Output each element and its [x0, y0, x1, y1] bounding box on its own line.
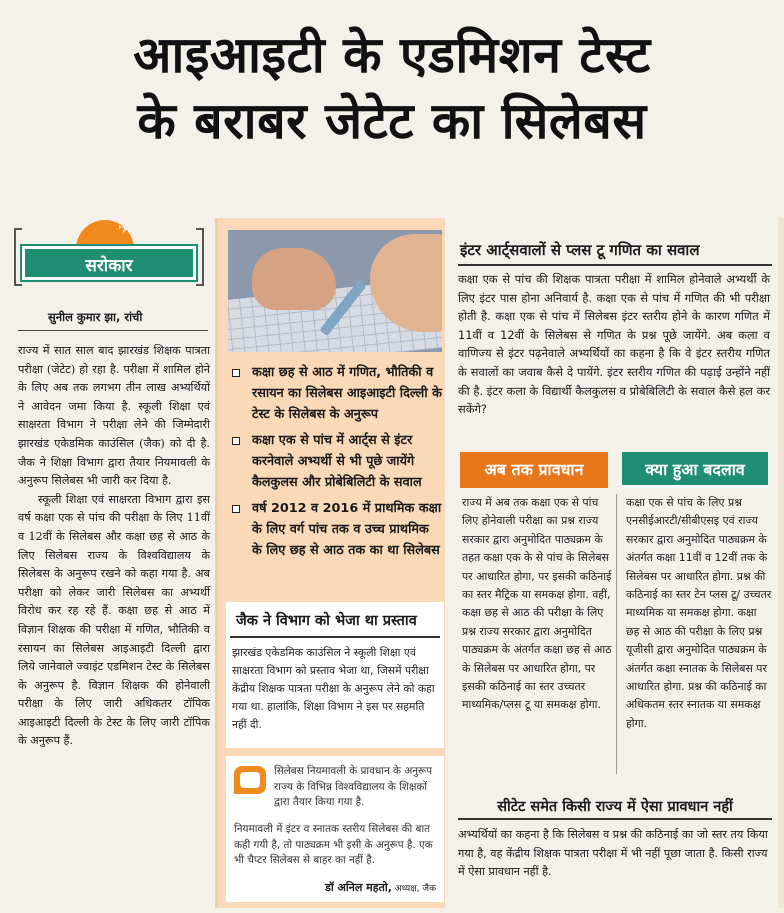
quote-box: [226, 756, 444, 902]
quote-text-part-1: सिलेबस नियमावली के प्रावधान के अनुरूप राज्य के विभिन्न विश्वविद्यालय के शिक्षकों द्वारा तैयार किया गया है.: [274, 765, 433, 809]
proposal-box: [226, 602, 444, 748]
quote-icon: [234, 766, 266, 794]
divider: [458, 264, 772, 266]
article-paragraph-1: राज्य में सात साल बाद झारखंड शिक्षक पात्रता परीक्षा (जेटेट) हो रहा है. परीक्षा में शामिल होने के लिए अब तक लगभग तीन लाख अभ्यर्थियों ने आवेदन जमा किया है. स्कूली शिक्षा एवं साक्षरता विभाग ने परीक्षा लेने की जिम्मेदारी झारखंड एकेडमिक काउंसिल (जैक) को दी है. जैक ने शिक्षा विभाग द्वारा तैयार नियमावली के अनुरूप सिलेबस भी जारी कर दिया है.: [18, 344, 210, 488]
byline: सुनील कुमार झा, रांची: [48, 310, 143, 324]
highlights-list: [228, 362, 442, 566]
proposal-title: जैक ने विभाग को भेजा था प्रस्ताव: [230, 602, 440, 638]
quote-role: अध्यक्ष, जैक: [391, 884, 436, 894]
highlight-item: वर्ष 2012 व 2016 में प्राथमिक कक्षा के लिए वर्ग पांच तक व उच्च प्राथमिक के लिए छह से आठ तक का था सिलेबस: [228, 498, 442, 561]
exam-photo: [228, 230, 442, 352]
right-column: [450, 218, 776, 908]
change-label: क्या हुआ बदलाव: [622, 452, 768, 488]
old-provision-label: अब तक प्रावधान: [460, 452, 608, 488]
left-column: [14, 218, 212, 908]
section-label: सरोकार: [22, 246, 196, 280]
section-heading: इंटर आर्ट्सवालों से प्लस टू गणित का सवाल: [460, 241, 700, 259]
quote-name: डॉ अनिल महतो,: [324, 881, 392, 894]
headline-line-2: के बराबर जेटेट का सिलेबस: [137, 92, 647, 150]
middle-column: [215, 218, 445, 908]
column-divider: [616, 494, 617, 774]
headline: [10, 22, 774, 154]
quote-text-part-2: नियमावली में इंटर व स्नातक स्तरीय सिलेबस की बात कही गयी है, तो पाठ्यक्रम भी इसी के अनुरूप है. एक भी चैप्टर सिलेबस से बाहर का नहीं है.: [234, 823, 433, 867]
section-heading-2: सीटेट समेत किसी राज्य में ऐसा प्रावधान नहीं: [497, 799, 733, 815]
page-gutter: [778, 218, 784, 908]
label-bracket-left: [14, 228, 22, 286]
section-body-2: अभ्यर्थियों का कहना है कि सिलेबस व प्रश्न की कठिनाई का जो स्तर तय किया गया है, वह केंद्रीय शिक्षक पात्रता परीक्षा में भी नहीं पूछा जाता है. किसी राज्य में ऐसा प्रावधान नहीं है.: [458, 828, 768, 879]
label-bracket-right: [196, 228, 204, 286]
headline-line-1: आइआइटी के एडमिशन टेस्ट: [133, 26, 651, 84]
highlight-item: कक्षा छह से आठ में गणित, भौतिकी व रसायन का सिलेबस आइआइटी दिल्ली के टेस्ट के सिलेबस के अनुरूप: [228, 362, 442, 425]
hand-graphic-left: [252, 248, 336, 310]
bird-icon: ✈: [118, 218, 132, 237]
proposal-text: झारखंड एकेडमिक काउंसिल ने स्कूली शिक्षा एवं साक्षरता विभाग को प्रस्ताव भेजा था, जिसमें परीक्षा केंद्रीय शिक्षक पात्रता परीक्षा के अनुरूप लेने को कहा गया था. हालांकि, शिक्षा विभाग ने इस पर सहमति नहीं दी.: [232, 646, 435, 731]
quote-attribution: [325, 880, 436, 895]
divider: [18, 330, 208, 331]
section-body: कक्षा एक से पांच की शिक्षक पात्रता परीक्षा में शामिल होनेवाले अभ्यर्थी के लिए इंटर पास होना अनिवार्य है. कक्षा एक से पांच में गणित की भी परीक्षा होती है. कक्षा एक से पांच में सिलेबस इंटर स्तरीय होने के कारण गणित में 11वीं व 12वीं के सिलेबस से गणित के प्रश्न पूछे जायेंगे. अब कला व वाणिज्य से इंटर पढ़नेवाले अभ्यर्थियों का कहना है कि वे इंटर स्तरीय गणित के सवालों का जवाब कैसे दे पायेंगे. इंटर स्तरीय गणित की पढ़ाई उन्होंने नहीं की है. इंटर कला के विद्यार्थी कैलकुलस व प्रोबेबिलिटी के सवाल कैसे हल कर सकेंगे?: [458, 272, 770, 417]
old-provision-text: राज्य में अब तक कक्षा एक से पांच लिए होनेवाली परीक्षा का प्रश्न राज्य सरकार द्वारा अनुमोदित पाठ्यक्रम के तहत कक्षा एक के से पांच के सिलेबस पर आधारित होगा, पर इसकी कठिनाई का स्तर मैट्रिक या समकक्ष होगा. वहीं, कक्षा छह से आठ की परीक्षा के लिए प्रश्न राज्य सरकार द्वारा अनुमोदित पाठ्यक्रम के अंतर्गत कक्षा छह से आठ के सिलेबस पर आधारित होगा, पर इसकी कठिनाई का स्तर उच्चतर माध्यमिक/प्लस टू या समकक्ष होगा.: [462, 496, 612, 712]
article-paragraph-2: स्कूली शिक्षा एवं साक्षरता विभाग द्वारा इस वर्ष कक्षा एक से पांच की परीक्षा के लिए 11वीं व 12वीं के सिलेबस और कक्षा छह से आठ के लिए सिलेबस राज्य के विश्वविद्यालय के सिलेबस के अनुरूप रखने को कहा गया है. अब परीक्षा को लेकर जारी सिलेबस का अभ्यर्थी विरोध कर रह रहे हैं. कक्षा छह से आठ में विज्ञान शिक्षक की परीक्षा में गणित, भौतिकी व रसायन का सिलेबस आइआइटी दिल्ली द्वारा लिये जानेवाले ज्वाइंट एडमिशन टेस्ट के सिलेबस के अनुरूप है. विज्ञान शिक्षक की होनेवाली परीक्षा के लिए जारी अधिकतर टॉपिक आइआइटी दिल्ली के टेस्ट के लिए जारी टॉपिक के अनुरूप हैं.: [18, 492, 210, 748]
article-body: [18, 342, 210, 751]
divider: [458, 818, 772, 820]
change-text: कक्षा एक से पांच के लिए प्रश्न एनसीईआरटी/सीबीएसइ एवं राज्य सरकार द्वारा अनुमोदित पाठ्यक्रम के अंतर्गत कक्षा 11वीं व 12वीं तक के सिलेबस पर आधारित होगा. प्रश्न की कठिनाई का स्तर टेन प्लस टू/ उच्चतर माध्यमिक या समकक्ष होगा. कक्षा छह से आठ की परीक्षा के लिए प्रश्न यूजीसी द्वारा अनुमोदित पाठ्यक्रम के अंतर्गत कक्षा स्नातक के सिलेबस पर आधारित होगा. प्रश्न की कठिनाई का अधिकतम स्तर स्नातक या समकक्ष होगा.: [626, 496, 772, 730]
highlight-item: कक्षा एक से पांच में आर्ट्स से इंटर करनेवाले अभ्यर्थी से भी पूछे जायेंगे कैलकुलस और प्रोबेबिलिटी के सवाल: [228, 430, 442, 493]
